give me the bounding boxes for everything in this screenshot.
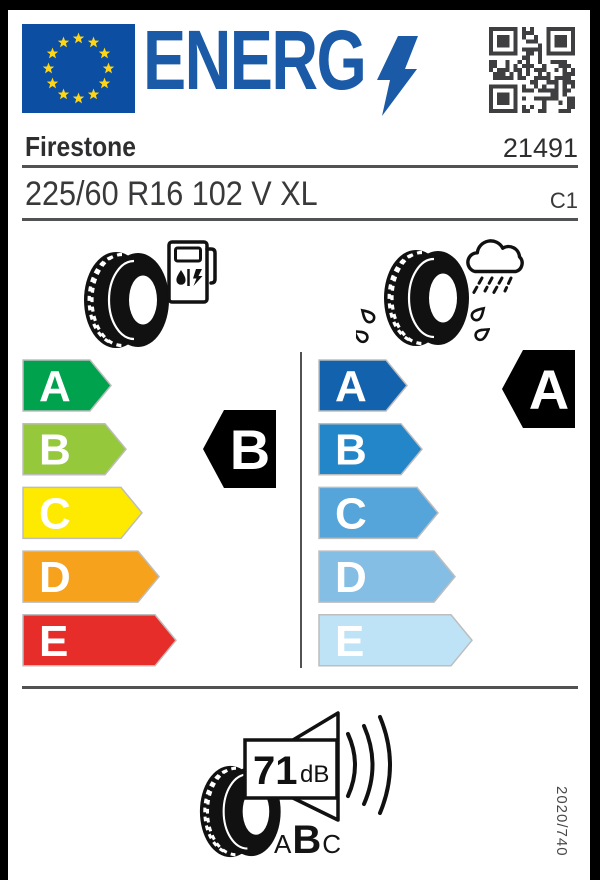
wet-grip-rating-letter: A	[528, 358, 570, 421]
separator-line	[22, 165, 578, 168]
noise-class-B: B	[292, 818, 323, 862]
rain-cloud-icon	[460, 236, 528, 298]
regulation-number: 2020/740	[553, 786, 570, 857]
rating-bar-letter: C	[335, 489, 367, 539]
energy-logo-text: ENERG	[143, 13, 366, 107]
tyre-icon	[82, 250, 170, 350]
rating-bar-letter: C	[39, 489, 71, 539]
lightning-bolt-y-icon	[377, 36, 418, 116]
rating-bar-letter: E	[335, 616, 365, 666]
eu-flag-icon	[22, 24, 135, 113]
rating-bar-letter: D	[39, 553, 71, 603]
tyre-size-designation: 225/60 R16 102 V XL	[25, 175, 318, 213]
fuel-efficiency-indicator	[202, 409, 277, 489]
column-divider	[300, 352, 302, 668]
article-number: 21491	[502, 133, 578, 163]
fuel-rating-letter: B	[229, 418, 271, 481]
separator-line	[22, 218, 578, 221]
rating-bar-letter: A	[335, 362, 367, 411]
frame-right	[590, 0, 600, 880]
rating-bar-letter: B	[335, 425, 367, 475]
qr-code	[487, 27, 577, 113]
fuel-efficiency-scale	[22, 359, 192, 669]
wet-grip-indicator	[501, 349, 576, 429]
frame-top	[0, 0, 600, 10]
rain-lines	[473, 278, 511, 294]
noise-unit: dB	[300, 761, 330, 788]
noise-class-letters	[274, 818, 342, 863]
separator-line	[22, 686, 578, 689]
sound-waves-icon	[348, 717, 390, 813]
tyre-class: C1	[549, 188, 578, 213]
wet-grip-scale	[318, 359, 488, 669]
rating-bar-letter: E	[39, 616, 69, 666]
brand-name: Firestone	[25, 131, 136, 162]
rating-bar-letter: D	[335, 553, 367, 603]
noise-class-C: C	[322, 829, 343, 859]
rating-bar-letter: B	[39, 425, 71, 475]
noise-value: 71	[253, 749, 298, 793]
fuel-pump-icon	[166, 233, 218, 307]
rating-bar-letter: A	[39, 362, 71, 411]
noise-class-A: A	[274, 829, 293, 859]
frame-left	[0, 0, 8, 880]
